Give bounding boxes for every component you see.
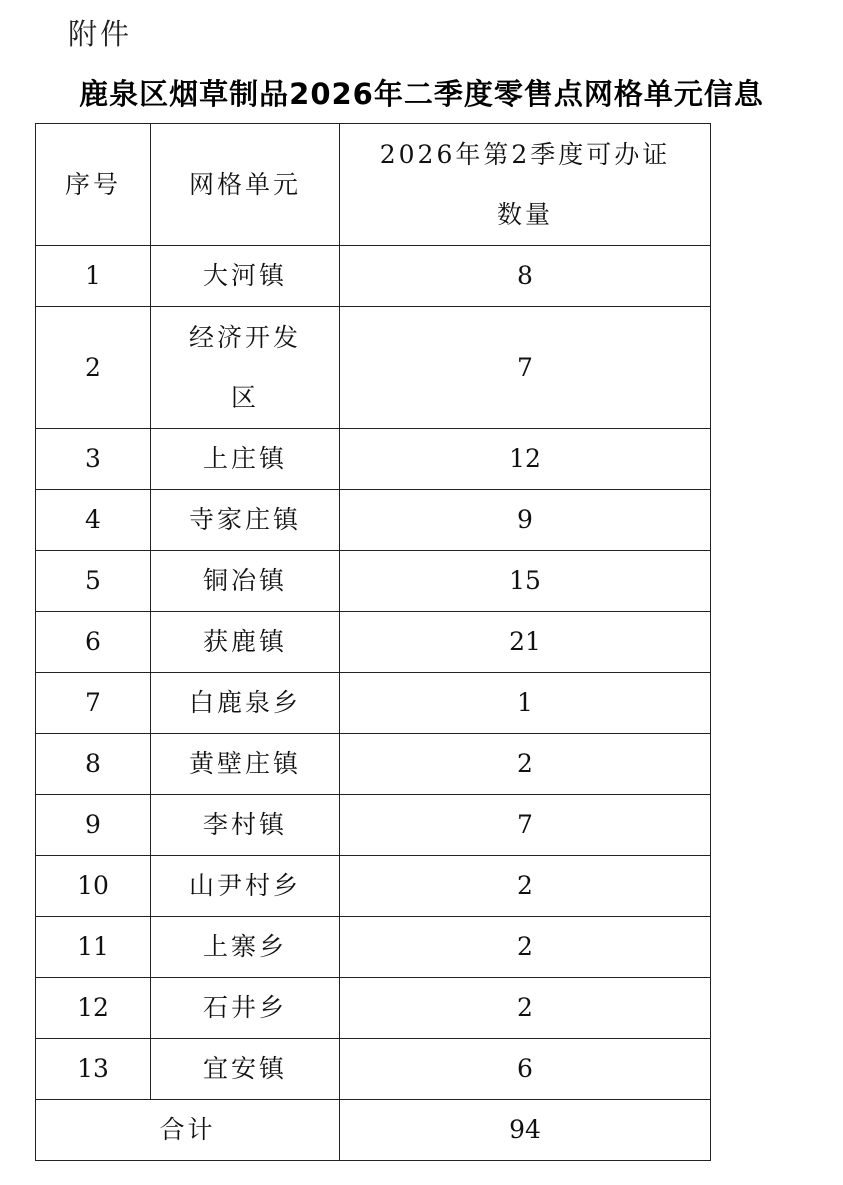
row-count-cell <box>340 1039 711 1100</box>
header-count <box>340 124 711 246</box>
row-index-cell <box>36 856 151 917</box>
row-unit: 获鹿镇 <box>202 627 287 656</box>
row-index: 4 <box>85 505 101 534</box>
row-count-cell <box>340 490 711 551</box>
row-index-cell <box>36 795 151 856</box>
row-unit: 李村镇 <box>202 810 287 839</box>
row-count-cell <box>340 917 711 978</box>
row-index: 5 <box>85 566 101 595</box>
row-unit: 大河镇 <box>202 261 287 290</box>
row-index-cell <box>36 1039 151 1100</box>
row-count-cell <box>340 612 711 673</box>
row-count: 9 <box>517 505 533 534</box>
row-unit-cell <box>151 246 340 307</box>
row-index: 11 <box>77 932 109 961</box>
row-index-cell <box>36 673 151 734</box>
table-row <box>36 856 711 917</box>
header-index <box>36 124 151 246</box>
row-index: 1 <box>85 261 101 290</box>
table-row <box>36 551 711 612</box>
row-index: 6 <box>85 627 101 656</box>
table-row <box>36 612 711 673</box>
row-unit-cell <box>151 917 340 978</box>
row-count: 12 <box>509 444 541 473</box>
table-row <box>36 734 711 795</box>
row-unit-cell <box>151 612 340 673</box>
table-body <box>36 246 711 1100</box>
row-unit-cell <box>151 551 340 612</box>
row-index: 3 <box>85 444 101 473</box>
row-unit-cell <box>151 490 340 551</box>
row-count-cell <box>340 734 711 795</box>
row-unit-cell <box>151 856 340 917</box>
table-total-row <box>36 1100 711 1161</box>
row-index-cell <box>36 734 151 795</box>
total-label-cell <box>36 1100 340 1161</box>
row-count: 21 <box>509 627 541 656</box>
table-row <box>36 429 711 490</box>
row-count: 8 <box>517 261 533 290</box>
header-count-label: 2026年第2季度可办证数量 <box>379 139 671 229</box>
row-unit: 白鹿泉乡 <box>188 688 301 717</box>
header-unit-label: 网格单元 <box>188 169 301 199</box>
row-index-cell <box>36 490 151 551</box>
row-index-cell <box>36 246 151 307</box>
row-count-cell <box>340 673 711 734</box>
row-index-cell <box>36 612 151 673</box>
row-index: 12 <box>77 993 109 1022</box>
row-index-cell <box>36 551 151 612</box>
row-count: 1 <box>517 688 533 717</box>
row-count-cell <box>340 856 711 917</box>
row-index: 8 <box>85 749 101 778</box>
row-count-cell <box>340 429 711 490</box>
table-row <box>36 307 711 429</box>
row-count: 6 <box>517 1054 533 1083</box>
row-index: 2 <box>85 352 101 382</box>
row-unit-cell <box>151 429 340 490</box>
row-index: 10 <box>77 871 109 900</box>
table-header-row <box>36 124 711 246</box>
row-unit: 上庄镇 <box>202 444 287 473</box>
row-unit: 上寨乡 <box>202 932 287 961</box>
row-unit-cell <box>151 673 340 734</box>
document-title: 鹿泉区烟草制品2026年二季度零售点网格单元信息 <box>79 77 764 111</box>
total-count: 94 <box>509 1115 541 1144</box>
row-unit: 石井乡 <box>202 993 287 1022</box>
row-count-cell <box>340 307 711 429</box>
row-index: 7 <box>85 688 101 717</box>
row-unit-cell <box>151 978 340 1039</box>
grid-unit-table <box>35 123 711 1161</box>
row-index: 9 <box>85 810 101 839</box>
table-row <box>36 978 711 1039</box>
row-unit-cell <box>151 1039 340 1100</box>
table-row <box>36 490 711 551</box>
row-count: 2 <box>517 993 533 1022</box>
total-label: 合计 <box>159 1115 216 1144</box>
row-count-cell <box>340 978 711 1039</box>
table-row <box>36 795 711 856</box>
row-count: 7 <box>517 810 533 839</box>
row-count: 15 <box>509 566 541 595</box>
row-index: 13 <box>77 1054 109 1083</box>
row-index-cell <box>36 307 151 429</box>
header-unit <box>151 124 340 246</box>
row-count-cell <box>340 246 711 307</box>
table-row <box>36 246 711 307</box>
row-count: 2 <box>517 932 533 961</box>
row-count-cell <box>340 795 711 856</box>
row-count: 7 <box>517 352 533 382</box>
row-count-cell <box>340 551 711 612</box>
row-unit-cell <box>151 795 340 856</box>
row-count: 2 <box>517 749 533 778</box>
attachment-label: 附件 <box>68 17 133 51</box>
row-unit-cell <box>151 734 340 795</box>
row-index-cell <box>36 429 151 490</box>
row-unit: 黄壁庄镇 <box>188 749 301 778</box>
row-index-cell <box>36 978 151 1039</box>
header-index-label: 序号 <box>64 169 121 199</box>
row-index-cell <box>36 917 151 978</box>
table-row <box>36 673 711 734</box>
row-unit: 山尹村乡 <box>188 871 301 900</box>
row-unit-cell <box>151 307 340 429</box>
table-row <box>36 1039 711 1100</box>
row-unit: 宜安镇 <box>202 1054 287 1083</box>
row-unit: 寺家庄镇 <box>188 505 301 534</box>
row-unit: 铜冶镇 <box>202 566 287 595</box>
table-row <box>36 917 711 978</box>
row-unit: 经济开发区 <box>188 322 301 412</box>
row-count: 2 <box>517 871 533 900</box>
total-count-cell <box>340 1100 711 1161</box>
